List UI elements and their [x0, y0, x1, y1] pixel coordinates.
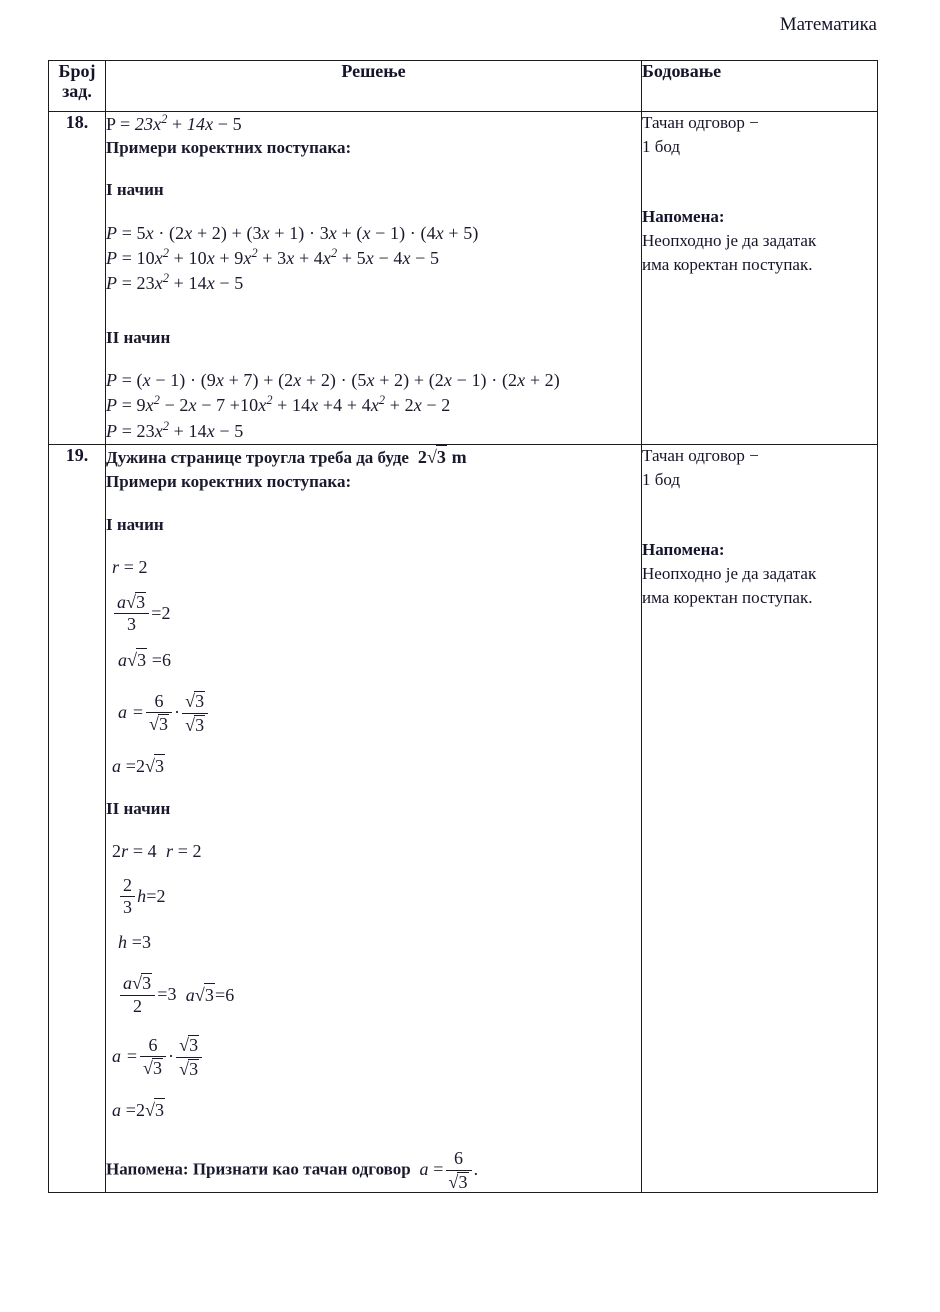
solution-cell-19: [106, 445, 642, 1193]
sqrt-icon: √3: [132, 973, 152, 994]
note-label-18: Напомена:: [642, 207, 725, 227]
fraction: $\frac{6}{√3}$: [146, 692, 172, 735]
fraction: $\frac{2}{3}$: [120, 876, 135, 918]
scoring-cell-19: [642, 445, 878, 1193]
sqrt-icon: √3: [127, 648, 147, 672]
solution-cell-18: [106, 112, 642, 445]
method-1-line-4-19: a = $\frac{6}{√3}$ · $\frac{√3}{√3}$: [106, 691, 641, 735]
note-label-19: Напомена:: [642, 540, 725, 560]
method-1-line-2-19: $\frac{a√3}{3}$ =2: [106, 592, 641, 635]
examples-label-18: Примери коректних поступака:: [106, 138, 352, 158]
fraction: $\frac{6}{√3}$: [446, 1149, 472, 1192]
method-2-line-5-19: a = $\frac{6}{√3}$ · $\frac{√3}{√3}$: [106, 1035, 641, 1079]
sqrt-icon: √3: [145, 754, 165, 778]
sqrt-icon: √3: [448, 1171, 468, 1192]
answer-statement-19: [106, 445, 641, 469]
method-2-line-1-19: 2r = 4 r = 2: [112, 840, 202, 861]
scoring-cell-18: [642, 112, 878, 445]
column-header-scoring: Бодовање: [642, 61, 878, 112]
final-note-text-19: Признати као тачан одговор: [192, 1159, 411, 1179]
task-number-18: 18.: [49, 112, 106, 445]
method-2-line-4-19: $\frac{a√3}{2}$ =3 a√3=6: [106, 973, 641, 1016]
table-header-row: [49, 61, 878, 112]
column-header-solution: Решење: [106, 61, 642, 112]
sqrt-icon: √3: [179, 1058, 199, 1079]
sqrt-icon: √3: [195, 983, 215, 1007]
fraction: [176, 1035, 202, 1079]
table-row: [49, 445, 878, 1193]
correct-answer-label-19: Тачан одговор −: [642, 446, 759, 466]
method-1-line-5-19: a =2√3: [106, 754, 641, 778]
method-1-label-18: I начин: [106, 180, 164, 200]
note-line-1-19: Неопходно је да задатак: [642, 564, 817, 584]
sqrt-icon: √3: [142, 1058, 163, 1079]
answer-statement-text-19: Дужина странице троугла треба да буде: [106, 448, 409, 468]
method-2-label-19: II начин: [106, 798, 171, 818]
task-number-19: 19.: [49, 445, 106, 1193]
method-1-line-2-18: $P = 10x^2 + 10x + 9x^2 + 3x + 4x^2 + 5x - 4x - 5$: [106, 245, 440, 268]
fraction: [182, 691, 208, 735]
final-note-19: [106, 1149, 641, 1192]
method-2-line-3-18: $P = 23x^2 + 14x - 5$: [106, 418, 244, 441]
page-title: Математика: [779, 14, 877, 35]
fraction: $\frac{a√3}{3}$: [114, 592, 149, 635]
sqrt-icon: √3: [179, 1035, 199, 1056]
sqrt-icon: √3: [126, 591, 146, 612]
correct-answer-label-18: Тачан одговор −: [642, 113, 759, 132]
examples-label-19: Примери коректних поступака:: [106, 472, 352, 492]
method-2-line-2-18: $P = 9x^2 - 2x - 7 +10x^2 + 14x +4 + 4x^2 + 2x - 2$: [106, 393, 451, 416]
fraction: $\frac{6}{√3}$: [140, 1036, 166, 1079]
points-value-19: 1 бод: [642, 470, 681, 490]
table-row: [49, 112, 878, 445]
method-2-line-6-19: a =2√3: [106, 1098, 641, 1122]
method-2-line-2-19: $\frac{2}{3}$ h=2: [106, 876, 641, 918]
sqrt-icon: √3: [145, 1098, 165, 1122]
final-note-label-19: Напомена:: [106, 1159, 189, 1179]
sqrt-icon: √3: [185, 691, 205, 712]
method-1-line-1-18: P = 5x · (2x + 2) + (3x + 1) · 3x + (x − 1) · (4x + 5): [106, 222, 479, 243]
column-header-number-line1: Број: [58, 61, 96, 81]
grading-table: [48, 60, 878, 1193]
sqrt-icon: √3: [427, 445, 447, 469]
method-2-label-18: II начин: [106, 327, 171, 347]
method-1-label-19: I начин: [106, 514, 164, 534]
sqrt-icon: √3: [185, 714, 205, 735]
method-2-line-1-18: P = (x − 1) · (9x + 7) + (2x + 2) · (5x + 2) + (2x − 1) · (2x + 2): [106, 369, 560, 390]
answer-statement-value-19: 2√3 m: [413, 447, 467, 467]
note-line-1-18: Неопходно је да задатак: [642, 231, 817, 251]
column-header-number-line2: зад.: [62, 81, 92, 102]
final-note-value-19: a = $\frac{6}{√3}$ .: [414, 1148, 479, 1192]
sqrt-icon: √3: [148, 714, 169, 735]
method-2-line-3-19: h =3: [118, 931, 152, 952]
method-1-line-1-19: r = 2: [112, 556, 148, 577]
note-line-2-18: има коректан поступак.: [642, 255, 813, 275]
answer-expression-18: $P = 23x^2 + 14x - 5$: [106, 112, 242, 134]
column-header-number: [49, 61, 106, 112]
note-line-2-19: има коректан поступак.: [642, 588, 813, 608]
method-1-line-3-19: a√3 =6: [106, 648, 641, 672]
fraction: $\frac{a√3}{2}$: [120, 973, 155, 1016]
points-value-18: 1 бод: [642, 137, 681, 157]
method-1-line-3-18: $P = 23x^2 + 14x - 5$: [106, 271, 244, 294]
